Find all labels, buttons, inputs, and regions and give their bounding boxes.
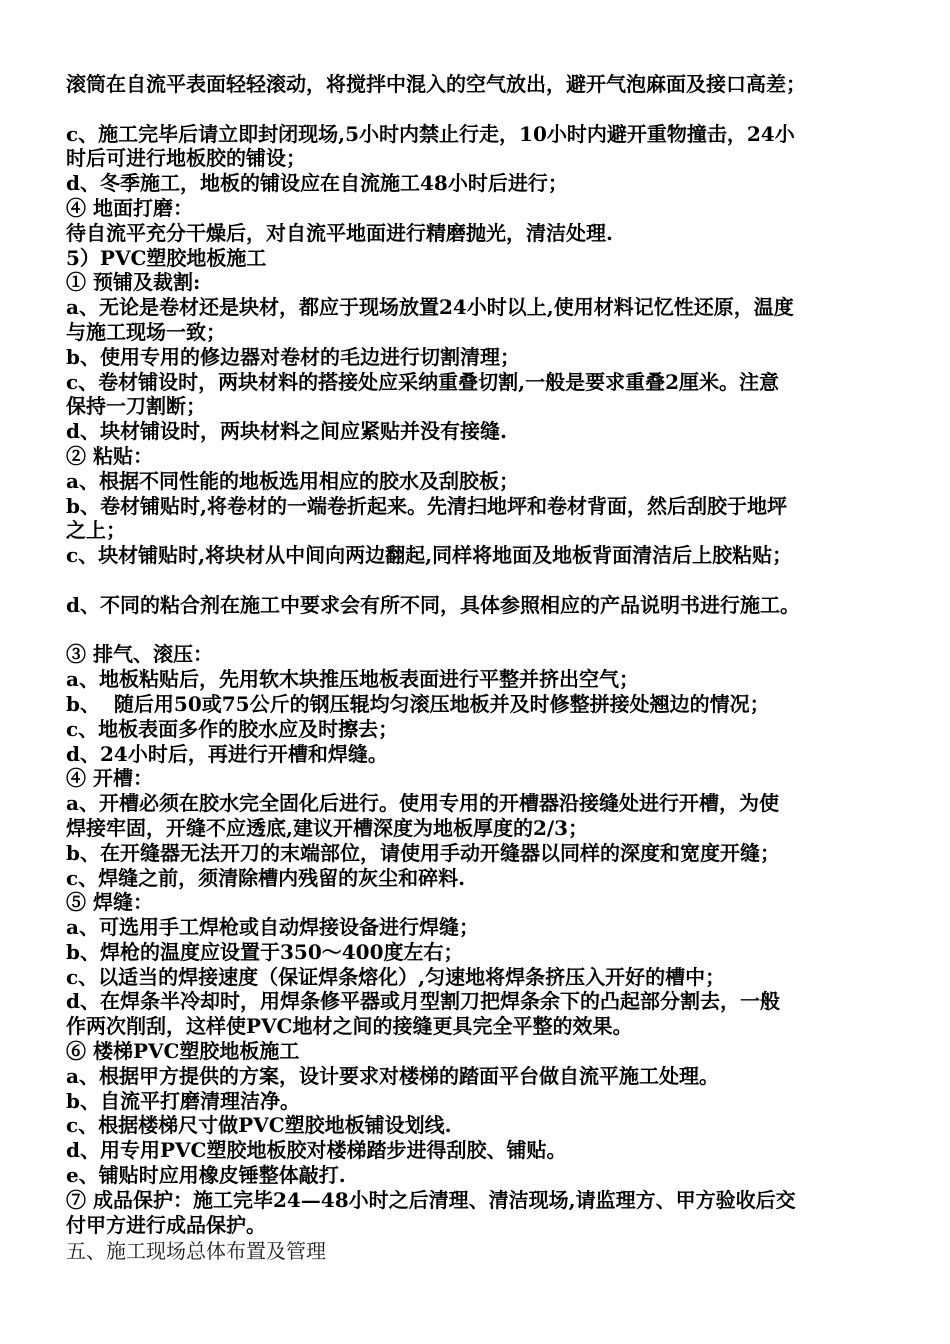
list-item-b: b、 随后用50或75公斤的钢压辊均匀滚压地板并及时修整拼接处翘边的情况； <box>66 691 770 716</box>
list-item-d: d、块材铺设时，两块材料之间应紧贴并没有接缝. <box>66 419 507 444</box>
paragraph-line: 待自流平充分干燥后，对自流平地面进行精磨抛光，清洁处理. <box>66 220 613 245</box>
list-item-b: b、焊枪的温度应设置于350～400度左右； <box>66 939 464 964</box>
list-item-b: b、使用专用的修边器对卷材的毛边进行切割清理； <box>66 344 520 369</box>
list-item-continuation: 作两次削刮，这样使PVC地材之间的接缝更具完全平整的效果。 <box>66 1014 633 1039</box>
list-item-b: b、自流平打磨清理洁净。 <box>66 1088 300 1113</box>
subsection-heading: ⑦ 成品保护：施工完毕24—48小时之后清理、清洁现场,请监理方、甲方验收后交 <box>66 1187 796 1212</box>
list-item-c: c、焊缝之前，须清除槽内残留的灰尘和碎料. <box>66 865 466 890</box>
document-body <box>66 72 890 1237</box>
list-item-c: c、块材铺贴时,将块材从中间向两边翻起,同样将地面及地板背面清洁后上胶粘贴； <box>66 543 793 568</box>
list-item-continuation: 时后可进行地板胶的铺设； <box>66 146 306 171</box>
subsection-heading: ⑤ 焊缝： <box>66 890 153 915</box>
list-item-b: b、在开缝器无法开刀的末端部位，请使用手动开缝器以同样的深度和宽度开缝； <box>66 840 780 865</box>
subsection-heading: ④ 开槽： <box>66 766 153 791</box>
list-item-continuation: 焊接牢固，开缝不应透底,建议开槽深度为地板厚度的2/3； <box>66 815 589 840</box>
list-item-continuation: 保持一刀割断； <box>66 394 206 419</box>
list-item-continuation: 与施工现场一致； <box>66 319 226 344</box>
blank-line <box>66 97 890 122</box>
list-item-e: e、铺贴时应用橡皮锤整体敲打. <box>66 1163 346 1188</box>
list-item-a: a、无论是卷材还是块材，都应于现场放置24小时以上,使用材料记忆性还原，温度 <box>66 295 794 320</box>
list-item-a: a、根据不同性能的地板选用相应的胶水及刮胶板； <box>66 468 519 493</box>
blank-line <box>66 568 890 593</box>
list-item-a: a、开槽必须在胶水完全固化后进行。使用专用的开槽器沿接缝处进行开槽，为使 <box>66 791 779 816</box>
list-item-b: b、卷材铺贴时,将卷材的一端卷折起来。先清扫地坪和卷材背面，然后刮胶于地坪 <box>66 493 787 518</box>
list-item-d: d、冬季施工，地板的铺设应在自流施工48小时后进行； <box>66 171 568 196</box>
blank-line <box>66 618 890 643</box>
list-item-d: d、在焊条半冷却时，用焊条修平器或月型割刀把焊条余下的凸起部分割去，一般 <box>66 989 780 1014</box>
list-item-c: c、卷材铺设时，两块材料的搭接处应采纳重叠切割,一般是要求重叠2厘米。注意 <box>66 369 780 394</box>
list-item-continuation: 之上； <box>66 518 126 543</box>
paragraph-line: 滚筒在自流平表面轻轻滚动，将搅拌中混入的空气放出，避开气泡麻面及接口高差； <box>66 72 806 96</box>
list-item-c: c、根据楼梯尺寸做PVC塑胶地板铺设划线. <box>66 1113 452 1138</box>
list-item-c: c、地板表面多作的胶水应及时擦去； <box>66 716 399 741</box>
subsection-heading: 5）PVC塑胶地板施工 <box>66 245 267 270</box>
subsection-heading: ④ 地面打磨： <box>66 195 193 220</box>
list-item-c: c、以适当的焊接速度（保证焊条熔化）,匀速地将焊条挤压入开好的槽中； <box>66 964 726 989</box>
list-item-d: d、不同的粘合剂在施工中要求会有所不同，具体参照相应的产品说明书进行施工。 <box>66 592 800 617</box>
subsection-heading: ③ 排气、滚压： <box>66 642 213 667</box>
list-item-d: d、用专用PVC塑胶地板胶对楼梯踏步进得刮胶、铺贴。 <box>66 1138 567 1163</box>
subsection-heading: ② 粘贴： <box>66 443 153 468</box>
list-item-d: d、24小时后，再进行开槽和焊缝。 <box>66 741 388 766</box>
list-item-a: a、可选用手工焊枪或自动焊接设备进行焊缝； <box>66 915 479 940</box>
list-item-c: c、施工完毕后请立即封闭现场,5小时内禁止行走，10小时内避开重物撞击，24小 <box>66 121 795 146</box>
list-item-a: a、根据甲方提供的方案，设计要求对楼梯的踏面平台做自流平施工处理。 <box>66 1063 719 1088</box>
section-heading: 五、施工现场总体布置及管理 <box>66 1239 326 1264</box>
list-item-a: a、地板粘贴后，先用软木块推压地板表面进行平整并挤出空气； <box>66 667 639 692</box>
subsection-heading: ① 预铺及裁割: <box>66 270 201 295</box>
subsection-heading: ⑥ 楼梯PVC塑胶地板施工 <box>66 1039 300 1064</box>
list-item-continuation: 付甲方进行成品保护。 <box>66 1212 266 1237</box>
